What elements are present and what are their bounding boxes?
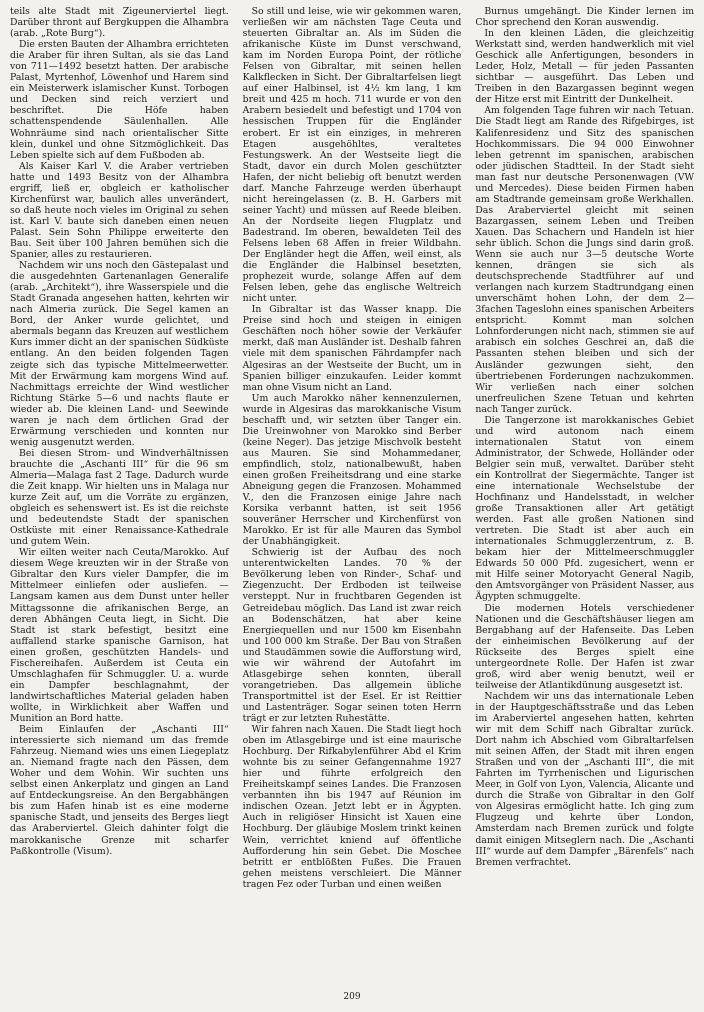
paragraph: Nachdem wir uns das internationale Leben in der Hauptgeschäftsstraße und das Leben im Araberviertel angesehen hatten, kehrten wir mit dem Schiff nach Gibraltar zurück. Dort nahm ich Abschied vom Gibraltarfelsen mit seinen Affen, der Stadt mit ihren engen Straßen und von der „Aschanti III“, die mit Fahrten im Tyrrhenischen und Ligurischen Meer, in Golf von Lyon, Valencia, Alicante und durch die Straße von Gibraltar in den Golf von Algesiras ermöglicht hatte. Ich ging zum Flugzeug und kehrte über London, Amsterdam nach Bremen zurück und folgte damit einigen Mitseglern nach. Die „Aschanti III“ wurde auf dem Dampfer „Bärenfels“ nach Bremen verfrachtet. (475, 690, 694, 868)
column-left (10, 6, 229, 981)
column-right (475, 6, 694, 981)
paragraph: Schwierig ist der Aufbau des noch unterentwickelten Landes. 70 % der Bevölkerung leben von Rinder-, Schaf- und Ziegenzucht. Der Erdboden ist teilweise versteppt. Nur in fruchtbaren Gegenden ist Getreidebau möglich. Das Land ist zwar reich an Bodenschätzen, hat aber keine Energiequellen und nur 1500 km Eisenbahn und 100 000 km Straße. Der Bau von Straßen und Staudämmen sowie die Aufforstung wird, wie wir während der Autofahrt im Atlasgebirge sehen konnten, überall vorangetrieben. Das allgemein übliche Transportmittel ist der Esel. Er ist Reittier und Lastenträger. Sogar seinen toten Herrn trägt er zur letzten Ruhestätte. (242, 547, 462, 724)
paragraph: Die ersten Bauten der Alhambra errichteten die Araber für ihren Sultan, als sie das Land von 711—1492 besetzt hatten. Der arabische Palast, Myrtenhof, Löwenhof und Harem sind ein Meisterwerk islamischer Kunst. Torbogen und Decken sind reich verziert und beschriftet. Die Höfe haben schattenspendende Säulenhallen. Alle Wohnräume sind nach orientalischer Sitte klein, dunkel und ohne Sitzmöglichkeit. Das Leben spielte sich auf dem Fußboden ab. (10, 39, 229, 161)
paragraph: teils alte Stadt mit Zigeunerviertel liegt. Darüber thront auf Bergkuppen die Alhambra (arab. „Rote Burg“). (10, 6, 229, 40)
paragraph: Beim Einlaufen der „Aschanti III“ interessierte sich niemand um das fremde Fahrzeug. Niemand wies uns einen Liegeplatz an. Niemand fragte nach den Pässen, dem Woher und dem Wohin. Wir suchten uns selbst einen Ankerplatz und gingen an Land auf Entdeckungsreise. An den Bergabhängen bis zum Hafen hinab ist es eine moderne spanische Stadt, und jenseits des Berges liegt das Araberviertel. Gleich dahinter folgt die marokkanische Grenze mit scharfer Paßkontrolle (Visum). (10, 724, 229, 857)
paragraph: Bei diesen Strom- und Windverhältnissen brauchte die „Aschanti III“ für die 96 sm Almeria—Malaga fast 2 Tage. Dadurch wurde die Zeit knapp. Wir hielten uns in Malaga nur kurze Zeit auf, um die Vorräte zu ergänzen, obgleich es sehenswert ist. Es ist die reichste und bedeutendste Stadt der spanischen Ostküste mit einer Renaissance-Kathedrale und gutem Wein. (10, 447, 229, 548)
paragraph: Am folgenden Tage fuhren wir nach Tetuan. Die Stadt liegt am Rande des Rifgebirges, ist Kalifenresidenz und Sitz des spanischen Hochkommissars. Die 94 000 Einwohner leben getrennt im spanischen, arabischen oder jüdischen Stadtteil. In der Stadt sieht man fast nur deutsche Personenwagen (VW und Mercedes). Diese beiden Firmen haben am Stadtrande gemeinsam große Werkhallen. Das Araberviertel gleicht mit seinen Bazargassen, seinem Leben und Treiben Xauen. Das Schachern und Handeln ist hier sehr üblich. Schon die Jungs sind darin groß. Wenn sie auch nur 3—5 deutsche Worte kennen, drängen sie sich als deutschsprechende Stadtführer auf und verlangen nach kurzem Stadtrundgang einen unverschämt hohen Lohn, der dem 2—3fachen Tageslohn eines spanischen Arbeiters entspricht. Kommt man solchen Lohnforderungen nicht nach, stimmen sie auf arabisch ein solches Geschrei an, daß die Passanten stehen bleiben und sich der Ausländer gezwungen sieht, den übertriebenen Forderungen nachzukommen. Wir verließen nach einer solchen unerfreulichen Szene Tetuan und kehrten nach Tanger zurück. (475, 105, 694, 415)
paragraph: Die modernen Hotels verschiedener Nationen und die Geschäftshäuser liegen am Bergabhang auf der Hafenseite. Das Leben der einheimischen Bevölkerung auf der Rückseite des Berges spielt eine untergeordnete Rolle. Der Hafen ist zwar groß, wird aber wenig benutzt, weil er teilweise der Atlantikdünung ausgesetzt ist. (475, 602, 694, 691)
paragraph: In den kleinen Läden, die gleichzeitig Werkstatt sind, werden handwerklich mit viel Geschick alle Anfertigungen, besonders in Leder, Holz, Metall — für jeden Passanten sichtbar — ausgeführt. Das Leben und Treiben in den Bazargassen beginnt wegen der Hitze erst mit Eintritt der Dunkelheit. (475, 28, 694, 106)
paragraph: Wir eilten weiter nach Ceuta/Marokko. Auf diesem Wege kreuzten wir in der Straße von Gibraltar den Kurs vieler Dampfer, die im Mittelmeer einliefen oder ausliefen. — Langsam kamen aus dem Dunst unter heller Mittagssonne die afrikanischen Berge, an deren Abhängen Ceuta liegt, in Sicht. Die Stadt ist stark befestigt, besitzt eine auffallend starke spanische Garnison, hat einen großen, geschützten Handels- und Fischereihafen. Außerdem ist Ceuta ein Umschlaghafen für Schmuggler. U. a. wurde ein Dampfer beschlagnahmt, der landwirtschaftliches Material geladen haben wollte, in Wirklichkeit aber Waffen und Munition an Bord hatte. (10, 547, 229, 724)
paragraph: Burnus umgehängt. Die Kinder lernen im Chor sprechend den Koran auswendig. (475, 6, 694, 29)
paragraph: Als Kaiser Karl V. die Araber vertrieben hatte und 1493 Besitz von der Alhambra ergriff, ließ er, obgleich er katholischer Kirchenfürst war, baulich alles unverändert, so daß heute noch vieles im Original zu sehen ist. Karl V. baute sich daneben einen neuen Palast. Sein Sohn Philippe erweiterte den Bau. Seit über 100 Jahren bemühen sich die Spanier, alles zu restaurieren. (10, 160, 229, 261)
paragraph: Um auch Marokko näher kennenzulernen, wurde in Algesiras das marokkanische Visum beschafft und, wir setzten über Tanger ein. Die Ureinwohner von Marokko sind Berber (keine Neger). Das jetzige Mischvolk besteht aus Mauren. Sie sind Mohammedaner, empfindlich, stolz, nationalbewußt, haben einen großen Freiheitsdrang und eine starke Abneigung gegen die Franzosen. Mohammed V., den die Franzosen einige Jahre nach Korsika verbannt hatten, ist seit 1956 souveräner Herrscher und Kirchenfürst von Marokko. Er ist für alle Mauren das Symbol der Unabhängigkeit. (242, 392, 462, 548)
paragraph: In Gibraltar ist das Wasser knapp. Die Preise sind hoch und steigen in einigen Geschäften noch höher sowie der Verkäufer merkt, daß man Ausländer ist. Deshalb fahren viele mit dem spanischen Fährdampfer nach Algesiras an der Westseite der Bucht, um in Spanien billiger einzukaufen. Leider kommt man ohne Visum nicht an Land. (242, 304, 462, 393)
paragraph: Die Tangerzone ist marokkanisches Gebiet und wird autonom nach einem internationalen Statut von einem Administrator, der Schwede, Holländer oder Belgier sein muß, verwaltet. Darüber steht ein Kontrollrat der Siegermächte. Tanger ist eine internationale Wechselstube der Hochfinanz und Handelsstadt, in welcher große Transaktionen aller Art getätigt werden. Fast alle großen Nationen sind vertreten. Die Stadt ist aber auch ein internationales Schmugglerzentrum, z. B. bekam hier der Mittelmeerschmuggler Edwards 50 000 Pfd. zugesichert, wenn er mit Hilfe seiner Motoryacht General Nagib, den Amtsvorgänger von Präsident Nasser, aus Ägypten schmuggelte. (475, 414, 694, 603)
paragraph: Nachdem wir uns noch den Gästepalast und die ausgedehnten Gartenanlagen Generalife (arab. „Architekt“), ihre Wasserspiele und die Stadt Granada angesehen hatten, kehrten wir nach Almeria zurück. Die Segel kamen an Bord, der Anker wurde gelichtet, und abermals begann das Kreuzen auf westlichem Kurs immer dicht an der spanischen Südküste entlang. An den beiden folgenden Tagen zeigte sich das typische Mittelmeerwetter. Mit der Erwärmung kam morgens Wind auf. Nachmittags erreichte der Wind westlicher Richtung Stärke 5—6 und nachts flaute er wieder ab. Die kleinen Land- und Seewinde waren je nach dem örtlichen Grad der Erwärmung verschieden und konnten nur wenig ausgenutzt werden. (10, 260, 229, 448)
column-middle (243, 6, 462, 981)
paragraph: Wir fahren nach Xauen. Die Stadt liegt hoch oben im Atlasgebirge und ist eine maurische Hochburg. Der Rifkabylenführer Abd el Krim wohnte bis zu seiner Gefangennahme 1927 hier und führte erfolgreich den Freiheitskampf seines Landes. Die Franzosen verbannten ihn bis 1947 auf Réunion im indischen Ozean. Jetzt lebt er in Ägypten. Auch in religiöser Hinsicht ist Xauen eine Hochburg. Der gläubige Moslem trinkt keinen Wein, verrichtet kniend auf öffentliche Aufforderung hin sein Gebet. Die Moschee betritt er entblößten Fußes. Die Frauen gehen meistens verschleiert. Die Männer tragen Fez oder Turban und einen weißen (242, 724, 462, 890)
page-number: 209 (343, 992, 361, 1002)
text-columns (10, 6, 694, 981)
paragraph: So still und leise, wie wir gekommen waren, verließen wir am nächsten Tage Ceuta und steuerten Gibraltar an. Als im Süden die afrikanische Küste im Dunst verschwand, kam im Norden Europa Point, der rötliche Felsen von Gibraltar, mit seinen hellen Kalkflecken in Sicht. Der Gibraltarfelsen liegt auf einer Halbinsel, ist 4½ km lang, 1 km breit und 425 m hoch. 711 wurde er von den Arabern besiedelt und befestigt und 1704 von hessischen Truppen für die Engländer erobert. Er ist ein einziges, in mehreren Etagen ausgehöhltes, veraltetes Festungswerk. An der Westseite liegt die Stadt, davor ein durch Molen geschützter Hafen, der nicht beliebig oft benutzt werden darf. Manche Fahrzeuge werden überhaupt nicht hereingelassen (z. B. H. Garbers mit seiner Yacht) und müssen auf Reede bleiben. An der Nordseite liegen Flugplatz und Badestrand. Im oberen, bewaldeten Teil des Felsens leben 68 Affen in freier Wildbahn. Der Engländer hegt die Affen, weil einst, als die Engländer die Halbinsel besetzten, prophezeit wurde, solange Affen auf dem Felsen leben, gehe das englische Weltreich nicht unter. (242, 6, 462, 305)
